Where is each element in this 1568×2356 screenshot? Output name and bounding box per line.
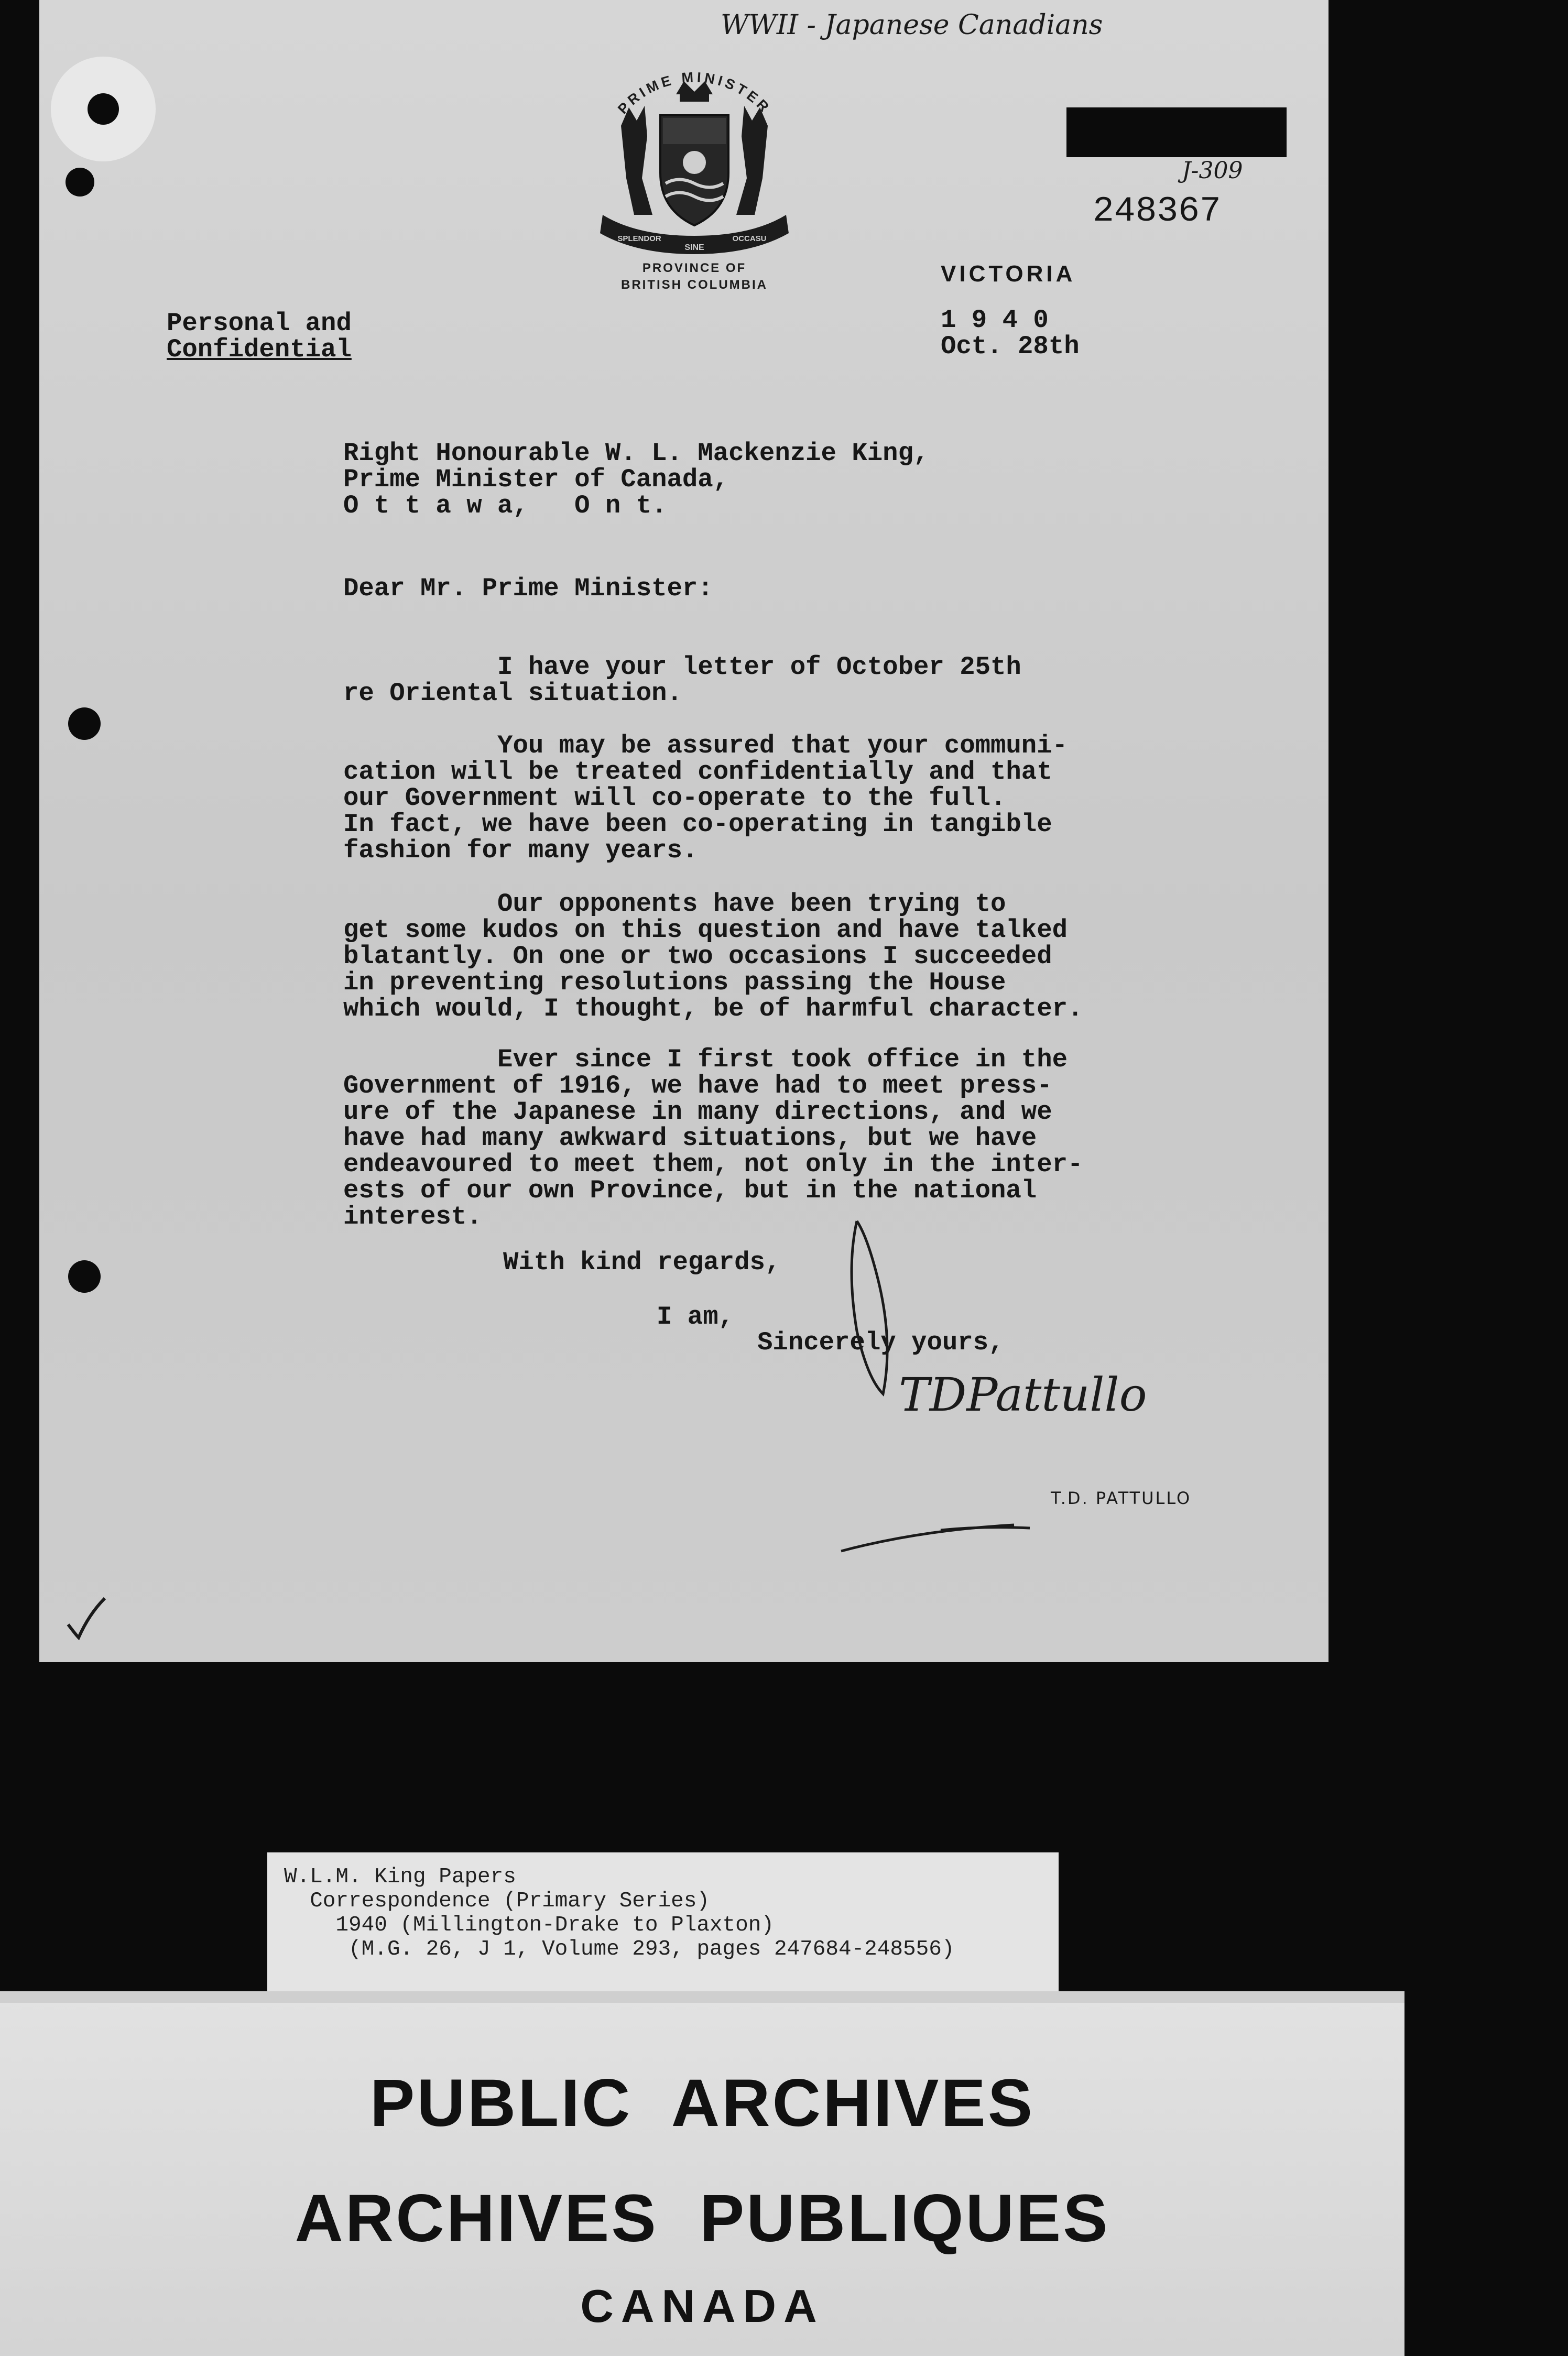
closing-i-am: I am,	[657, 1302, 734, 1332]
letter-paragraph	[343, 1046, 1083, 1230]
paragraph-line: re Oriental situation.	[343, 679, 682, 708]
paragraph-line: Our opponents have been trying to	[343, 889, 1006, 919]
banner-line-1: PUBLIC ARCHIVES	[369, 2066, 1035, 2141]
archive-label-line: (M.G. 26, J 1, Volume 293, pages 247684-248556)	[284, 1937, 955, 1961]
salutation: Dear Mr. Prime Minister:	[343, 574, 713, 603]
crest-motto-left: SPLENDOR	[617, 234, 661, 243]
letterhead-british-columbia: BRITISH COLUMBIA	[621, 278, 768, 292]
address-line: Right Honourable W. L. Mackenzie King,	[343, 439, 929, 468]
address-line: O t t a w a, O n t.	[343, 491, 667, 520]
archive-label-line: 1940 (Millington-Drake to Plaxton)	[284, 1913, 774, 1937]
city-heading: VICTORIA	[941, 261, 1076, 287]
letterhead-province-of: PROVINCE OF	[642, 261, 747, 275]
binder-hole	[68, 707, 101, 740]
paragraph-line: which would, I thought, be of harmful character.	[343, 994, 1083, 1023]
letterhead-arc-top: PRIME MINISTER	[615, 69, 774, 117]
recipient-address	[343, 440, 929, 519]
handwritten-top-note: WWII - Japanese Canadians	[721, 9, 1103, 41]
closing-regards: With kind regards,	[503, 1248, 781, 1277]
punch-sticker	[51, 57, 156, 161]
paragraph-line: interest.	[343, 1202, 482, 1231]
paragraph-line: You may be assured that your communi-	[343, 731, 1068, 760]
paragraph-line: have had many awkward situations, but we have	[343, 1124, 1037, 1153]
check-mark-icon	[63, 1593, 110, 1640]
paragraph-line: cation will be treated confidentially and that	[343, 757, 1052, 787]
paragraph-line: get some kudos on this question and have talked	[343, 915, 1068, 945]
paragraph-line: ure of the Japanese in many directions, and we	[343, 1097, 1052, 1127]
document-number: 248367	[1093, 191, 1221, 232]
paragraph-line: ests of our own Province, but in the national	[343, 1176, 1037, 1205]
banner-line-2: ARCHIVES PUBLIQUES	[295, 2181, 1110, 2256]
signature: TDPattullo	[899, 1368, 1147, 1422]
confidential-line-2: Confidential	[167, 335, 352, 364]
paragraph-line: I have your letter of October 25th	[343, 652, 1021, 682]
archive-label-card	[267, 1852, 1059, 1995]
letter-paragraph	[343, 654, 1021, 706]
confidential-line-1: Personal and	[167, 309, 352, 338]
paragraph-line: In fact, we have been co-operating in tangible	[343, 810, 1052, 839]
binder-hole	[68, 1260, 101, 1293]
paragraph-line: endeavoured to meet them, not only in the inter-	[343, 1150, 1083, 1179]
banner-line-3: CANADA	[580, 2280, 824, 2332]
redaction-bar	[1066, 107, 1287, 157]
paragraph-line: blatantly. On one or two occasions I succeeded	[343, 942, 1052, 971]
letter-paragraph	[343, 891, 1083, 1022]
handwritten-ref-a: J-309	[1182, 157, 1243, 184]
archive-label-line: Correspondence (Primary Series)	[284, 1889, 710, 1913]
letter-year: 1 9 4 0	[941, 306, 1049, 335]
signature-name: T.D. PATTULLO	[1051, 1488, 1192, 1508]
address-line: Prime Minister of Canada,	[343, 465, 729, 494]
banner-tape	[0, 1991, 1404, 2003]
paragraph-line: our Government will co-operate to the full.	[343, 783, 1006, 813]
binder-hole	[66, 168, 94, 197]
paragraph-line: in preventing resolutions passing the House	[343, 968, 1006, 997]
closing-sincerely: Sincerely yours,	[757, 1328, 1004, 1357]
paragraph-line: Government of 1916, we have had to meet press-	[343, 1071, 1052, 1100]
crest-motto-right: OCCASU	[732, 234, 767, 243]
crest-motto-mid: SINE	[684, 243, 704, 252]
paragraph-line: fashion for many years.	[343, 836, 698, 865]
letter-date: Oct. 28th	[941, 332, 1080, 361]
archive-label-line: W.L.M. King Papers	[284, 1865, 516, 1889]
letter-paragraph	[343, 733, 1068, 864]
letter-page	[39, 0, 1329, 1662]
archives-banner	[0, 1991, 1404, 2356]
paragraph-line: Ever since I first took office in the	[343, 1045, 1068, 1074]
